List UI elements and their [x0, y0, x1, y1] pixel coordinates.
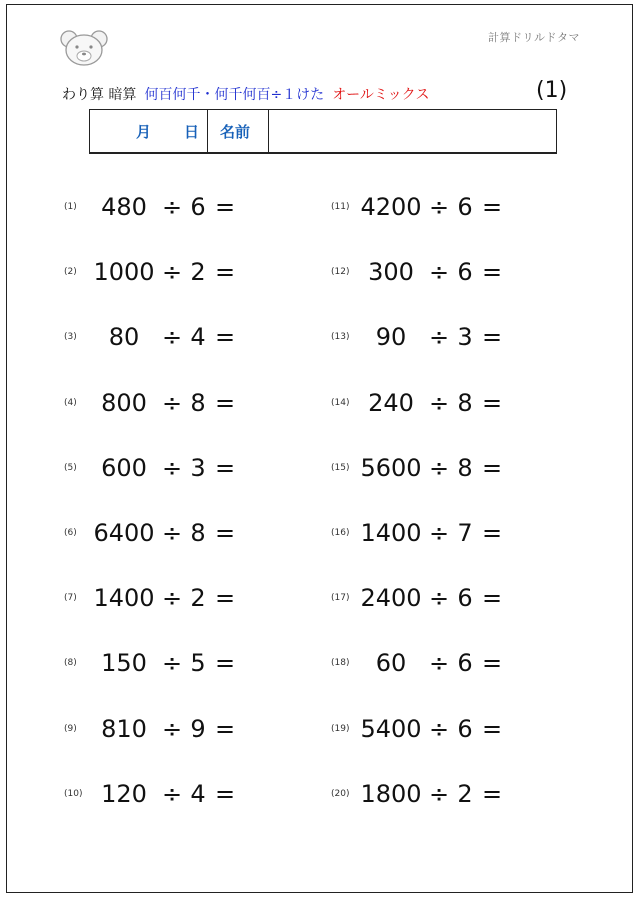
- equals-sign: =: [214, 258, 236, 287]
- equals-sign: =: [214, 779, 236, 808]
- divisor: 4: [190, 779, 206, 808]
- dividend: 90: [375, 323, 407, 352]
- divisor: 6: [190, 193, 206, 221]
- brand-name: 計算ドリルドタマ: [488, 31, 580, 44]
- dividend: 480: [101, 193, 147, 221]
- equals-sign: =: [214, 584, 236, 613]
- worksheet-title: [62, 78, 582, 108]
- title-range: 何百何千・何千何百÷１けた: [144, 87, 325, 103]
- equals-sign: =: [481, 779, 503, 808]
- divide-sign: ÷: [428, 649, 450, 678]
- dividend: 150: [101, 649, 147, 678]
- divisor: 8: [190, 388, 206, 417]
- divide-sign: ÷: [428, 193, 450, 221]
- divide-sign: ÷: [161, 649, 183, 678]
- divide-sign: ÷: [161, 258, 183, 287]
- problem-number: (5): [64, 462, 77, 473]
- problem-number: (2): [64, 267, 77, 278]
- name-label-cell: [208, 110, 269, 152]
- dividend: 5600: [360, 453, 422, 482]
- equals-sign: =: [214, 649, 236, 678]
- dividend: 600: [101, 453, 147, 482]
- date-name-box: [89, 109, 557, 154]
- problem-number: (20): [331, 788, 350, 799]
- divide-sign: ÷: [161, 388, 183, 417]
- equals-sign: =: [214, 453, 236, 482]
- problem-number: (16): [331, 528, 350, 538]
- divisor: 6: [457, 714, 473, 743]
- equals-sign: =: [481, 388, 503, 417]
- equals-sign: =: [481, 453, 503, 482]
- problem-number: (12): [331, 267, 350, 278]
- divisor: 8: [457, 453, 473, 482]
- equals-sign: =: [481, 649, 503, 678]
- name-field[interactable]: [269, 110, 556, 152]
- problem-number: (14): [331, 397, 350, 408]
- equals-sign: =: [214, 714, 236, 743]
- problem-number: (19): [331, 723, 350, 734]
- problem-number: (11): [331, 202, 350, 212]
- divide-sign: ÷: [161, 193, 183, 221]
- divisor: 2: [457, 779, 473, 808]
- problem-number: (15): [331, 462, 350, 473]
- equals-sign: =: [214, 323, 236, 352]
- divisor: 2: [190, 584, 206, 613]
- divide-sign: ÷: [161, 714, 183, 743]
- divisor: 2: [190, 258, 206, 287]
- problem-number: (7): [64, 593, 77, 604]
- divide-sign: ÷: [161, 453, 183, 482]
- dividend: 300: [368, 258, 414, 287]
- divide-sign: ÷: [161, 584, 183, 613]
- divide-sign: ÷: [428, 779, 450, 808]
- divide-sign: ÷: [428, 388, 450, 417]
- problem-number: (17): [331, 593, 350, 604]
- month-label: 月: [136, 123, 152, 141]
- problem-number: (8): [64, 658, 77, 669]
- problem-number: (3): [64, 332, 77, 343]
- equals-sign: =: [214, 519, 236, 547]
- dividend: 1000: [93, 258, 155, 287]
- divisor: 6: [457, 649, 473, 678]
- day-label: 日: [184, 123, 200, 141]
- bear-logo-icon: [58, 28, 110, 68]
- name-label: 名前: [220, 123, 251, 141]
- equals-sign: =: [481, 193, 503, 221]
- equals-sign: =: [481, 584, 503, 613]
- divisor: 3: [457, 323, 473, 352]
- dividend: 60: [375, 649, 407, 678]
- divisor: 8: [457, 388, 473, 417]
- dividend: 800: [101, 388, 147, 417]
- divide-sign: ÷: [428, 714, 450, 743]
- equals-sign: =: [481, 323, 503, 352]
- date-cell[interactable]: [90, 110, 208, 152]
- divisor: 3: [190, 453, 206, 482]
- dividend: 240: [368, 388, 414, 417]
- divide-sign: ÷: [428, 323, 450, 352]
- divide-sign: ÷: [428, 519, 450, 547]
- title-mix: オールミックス: [332, 87, 430, 103]
- divisor: 9: [190, 714, 206, 743]
- dividend: 80: [108, 323, 140, 352]
- divisor: 5: [190, 649, 206, 678]
- problem-number: (4): [64, 397, 77, 408]
- dividend: 1400: [93, 584, 155, 613]
- divide-sign: ÷: [428, 258, 450, 287]
- divide-sign: ÷: [161, 323, 183, 352]
- problem-number: (6): [64, 528, 77, 538]
- dividend: 120: [101, 779, 147, 808]
- dividend: 6400: [93, 519, 155, 547]
- sheet-number: (1): [536, 78, 568, 103]
- problem-number: (18): [331, 658, 350, 669]
- divisor: 4: [190, 323, 206, 352]
- dividend: 2400: [360, 584, 422, 613]
- equals-sign: =: [481, 519, 503, 547]
- problem-number: (13): [331, 332, 350, 343]
- equals-sign: =: [481, 714, 503, 743]
- problem-number: (10): [64, 788, 83, 799]
- divide-sign: ÷: [428, 453, 450, 482]
- divide-sign: ÷: [428, 584, 450, 613]
- dividend: 1800: [360, 779, 422, 808]
- divide-sign: ÷: [161, 519, 183, 547]
- divide-sign: ÷: [161, 779, 183, 808]
- title-topic: わり算 暗算: [62, 87, 137, 103]
- dividend: 810: [101, 714, 147, 743]
- divisor: 7: [457, 519, 473, 547]
- equals-sign: =: [214, 388, 236, 417]
- equals-sign: =: [481, 258, 503, 287]
- dividend: 1400: [360, 519, 422, 547]
- dividend: 4200: [360, 193, 422, 221]
- equals-sign: =: [214, 193, 236, 221]
- problem-number: (9): [64, 723, 77, 734]
- problem-number: (1): [64, 202, 77, 212]
- dividend: 5400: [360, 714, 422, 743]
- divisor: 6: [457, 193, 473, 221]
- divisor: 8: [190, 519, 206, 547]
- divisor: 6: [457, 584, 473, 613]
- divisor: 6: [457, 258, 473, 287]
